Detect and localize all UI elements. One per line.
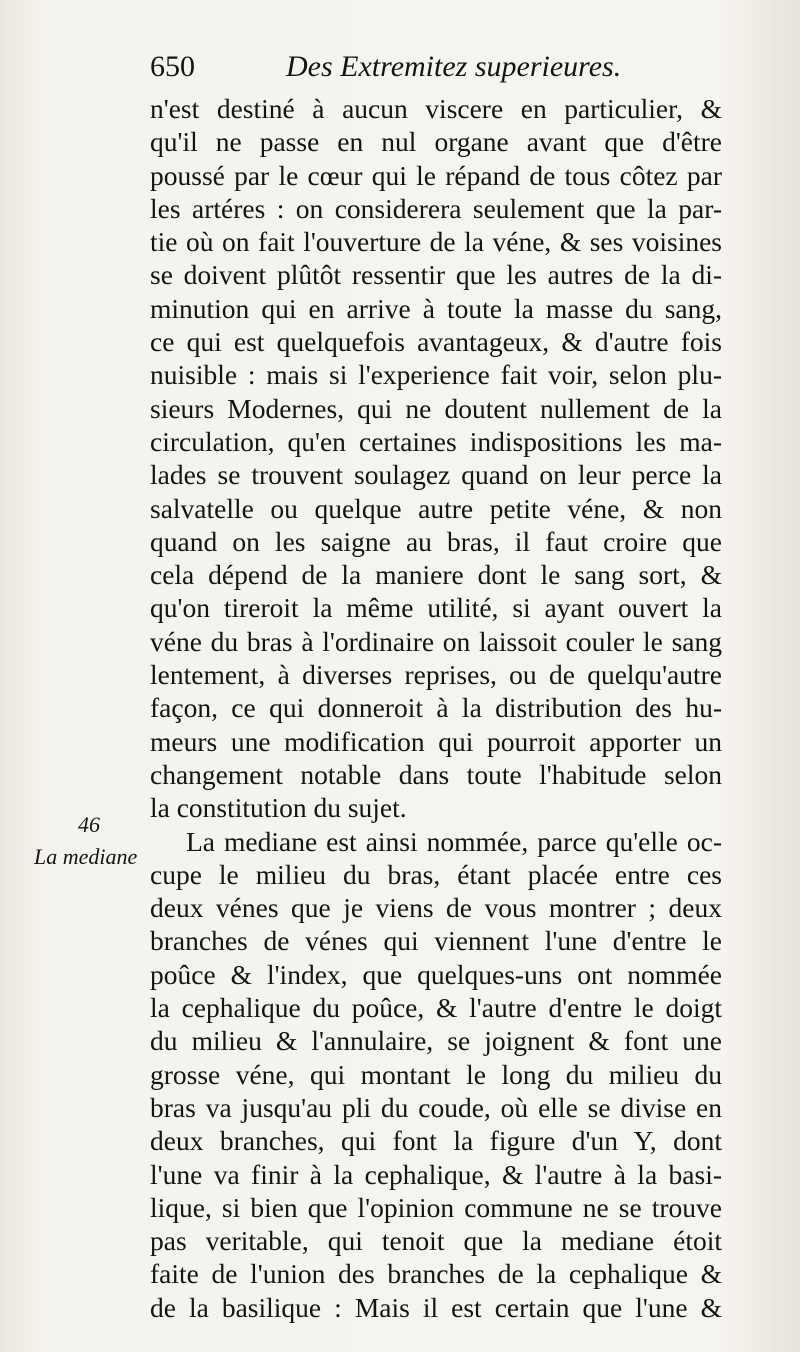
text-line: la constitution du sujet. bbox=[150, 792, 407, 824]
running-title: Des Extremitez superieures. bbox=[286, 50, 622, 83]
text-line: faite de l'union des branches de la cephalique & bbox=[150, 1258, 722, 1290]
text-line: les artéres : on considerera seulement que la par- bbox=[150, 192, 722, 224]
text-line: façon, ce qui donneroit à la distribution des hu- bbox=[150, 692, 722, 724]
text-line: lentement, à diverses reprises, ou de quelqu'autre bbox=[150, 659, 722, 691]
margin-note: La mediane bbox=[34, 844, 138, 869]
text-line: qu'il ne passe en nul organe avant que d'être bbox=[150, 126, 722, 158]
text-line: circulation, qu'en certaines indispositions les ma- bbox=[150, 425, 722, 457]
text-line: ce qui est quelquefois avantageux, & d'autre fois bbox=[150, 326, 722, 358]
text-line: l'une va finir à la cephalique, & l'autre à la basi- bbox=[150, 1158, 722, 1190]
text-line: poûce & l'index, que quelques-uns ont nommée bbox=[150, 958, 722, 990]
text-line: de la basilique : Mais il est certain que l'une & bbox=[150, 1291, 722, 1323]
text-line: deux vénes que je viens de vous montrer ; deux bbox=[150, 892, 722, 924]
text-line: cela dépend de la maniere dont le sang sort, & bbox=[150, 559, 722, 591]
text-line: cupe le milieu du bras, étant placée entre ces bbox=[150, 858, 722, 890]
text-line: salvatelle ou quelque autre petite véne, & non bbox=[150, 492, 722, 524]
body-text bbox=[150, 92, 722, 1324]
text-line: changement notable dans toute l'habitude selon bbox=[150, 758, 722, 790]
text-line: qu'on tireroit la même utilité, si ayant ouvert la bbox=[150, 592, 722, 624]
text-line: bras va jusqu'au pli du coude, où elle se divise en bbox=[150, 1091, 722, 1123]
text-line: tie où on fait l'ouverture de la véne, & ses voisines bbox=[150, 226, 722, 258]
text-line: minution qui en arrive à toute la masse du sang, bbox=[150, 292, 722, 324]
text-line: lades se trouvent soulagez quand on leur perce la bbox=[150, 459, 722, 491]
text-line: du milieu & l'annulaire, se joignent & font une bbox=[150, 1025, 722, 1057]
page-header bbox=[150, 50, 730, 92]
text-line: pas veritable, qui tenoit que la mediane étoit bbox=[150, 1225, 722, 1257]
text-line: véne du bras à l'ordinaire on laissoit couler le sang bbox=[150, 625, 722, 657]
text-line: la cephalique du poûce, & l'autre d'entre le doigt bbox=[150, 992, 722, 1024]
text-line: grosse véne, qui montant le long du milieu du bbox=[150, 1058, 722, 1090]
text-line: meurs une modification qui pourroit apporter un bbox=[150, 725, 722, 757]
text-line: quand on les saigne au bras, il faut croire que bbox=[150, 525, 722, 557]
text-line: lique, si bien que l'opinion commune ne se trouve bbox=[150, 1191, 722, 1223]
text-line: poussé par le cœur qui le répand de tous côtez par bbox=[150, 159, 722, 191]
text-line: deux branches, qui font la figure d'un Y, dont bbox=[150, 1125, 722, 1157]
margin-section-number: 46 bbox=[78, 812, 100, 837]
text-line: nuisible : mais si l'experience fait voir, selon plu- bbox=[150, 359, 722, 391]
page-number: 650 bbox=[150, 50, 195, 83]
text-line: sieurs Modernes, qui ne doutent nullement de la bbox=[150, 392, 722, 424]
text-line: se doivent plûtôt ressentir que les autres de la di- bbox=[150, 259, 722, 291]
text-line: branches de vénes qui viennent l'une d'entre le bbox=[150, 925, 722, 957]
text-line: La mediane est ainsi nommée, parce qu'elle oc- bbox=[186, 825, 722, 857]
text-line: n'est destiné à aucun viscere en particulier, & bbox=[150, 93, 722, 124]
